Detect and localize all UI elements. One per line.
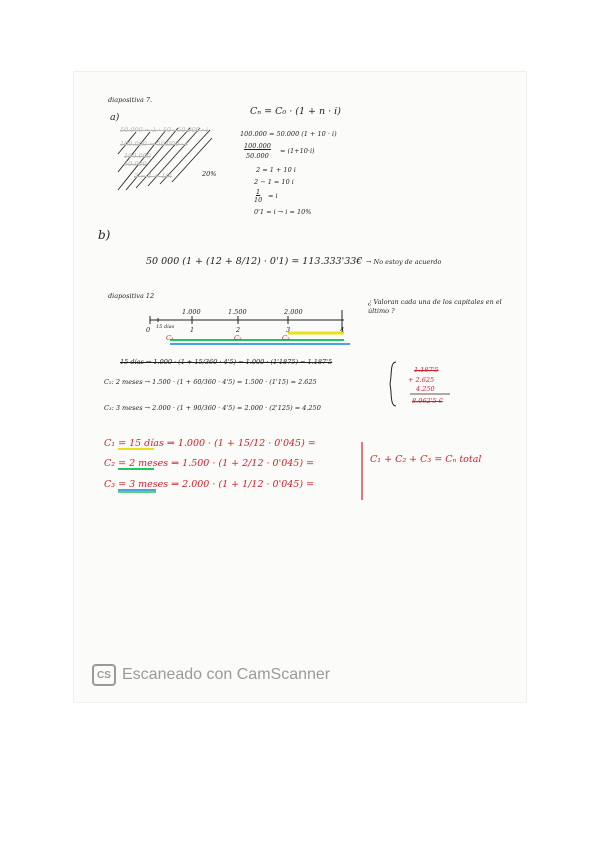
timeline-amount-3: 2.000 bbox=[284, 308, 303, 316]
part-b-expression: 50 000 (1 + (12 + 8/12) · 0'1) = 113.333'33€ bbox=[146, 256, 363, 267]
part-b-note: → No estoy de acuerdo bbox=[366, 258, 442, 266]
sum-total: 8.062'5 € bbox=[412, 397, 443, 405]
crossed-percent: 20% bbox=[202, 170, 217, 178]
sum-item-1: 1.187'5 bbox=[414, 366, 439, 374]
crossed-line-4: 50.000 bbox=[124, 160, 147, 168]
sum-item-3: 4.250 bbox=[416, 385, 435, 393]
crossed-line-1: 50.000 = λ · 10 · 50.000 · i bbox=[120, 126, 209, 134]
c2-calculation: C₂: 2 meses → 1.500 · (1 + 60/360 · 4'5) = 1.500 · (1'15) = 2.625 bbox=[104, 378, 317, 386]
timeline-tick-1: 1 bbox=[190, 326, 195, 334]
step-2-rhs: = (1+10·i) bbox=[280, 147, 315, 155]
crossed-c1-line: 15 días → 1.000 · (1 + 15/360 · 4'5) = 1.000 · (1'1875) = 1.187'5 bbox=[120, 358, 333, 366]
timeline-tick-2: 2 bbox=[236, 326, 241, 334]
step-5-rhs: = i bbox=[268, 192, 278, 200]
watermark-text: Escaneado con CamScanner bbox=[122, 666, 331, 683]
simple-interest-formula: Cₙ = C₀ · (1 + n · i) bbox=[250, 106, 341, 117]
heading-diapositiva-7: diapositiva 7. bbox=[108, 96, 153, 104]
step-5-num: 1 bbox=[256, 188, 261, 196]
timeline-tick-3: 3 bbox=[286, 326, 291, 334]
camscanner-watermark bbox=[92, 664, 330, 686]
total-capital-expression: C₁ + C₂ + C₃ = Cₙ total bbox=[370, 454, 482, 465]
timeline-question: ¿ Valoran cada una de los capitales en el último ? bbox=[368, 298, 502, 315]
sum-item-2: + 2.625 bbox=[408, 376, 435, 384]
step-4: 2 − 1 = 10 i bbox=[254, 178, 294, 186]
sum-brace bbox=[390, 362, 396, 406]
heading-diapositiva-12: diapositiva 12 bbox=[108, 292, 155, 300]
crossed-line-3: 100.000 bbox=[124, 152, 151, 160]
timeline-amount-1: 1.000 bbox=[182, 308, 201, 316]
step-3: 2 = 1 + 10 i bbox=[256, 166, 296, 174]
crossed-line-2: 100.000 = 50.000 · i bbox=[120, 140, 188, 148]
step-5-den: 10 bbox=[254, 196, 263, 204]
c3-red-calculation: C₃ = 3 meses ⇒ 2.000 · (1 + 1/12 · 0'045) = bbox=[104, 479, 315, 490]
timeline-tick-15-days: 15 días bbox=[156, 324, 175, 330]
scanned-page bbox=[74, 72, 526, 702]
c2-red-calculation: C₂ = 2 meses ⇒ 1.500 · (1 + 2/12 · 0'045) = bbox=[104, 458, 315, 469]
timeline bbox=[150, 310, 344, 330]
part-b-label: b) bbox=[98, 228, 111, 242]
timeline-tick-4: 4 bbox=[340, 326, 345, 334]
timeline-tick-0: 0 bbox=[146, 326, 151, 334]
part-a-label: a) bbox=[110, 112, 120, 123]
c1-red-calculation: C₁ = 15 días ⇒ 1.000 · (1 + 15/12 · 0'045) = bbox=[104, 438, 316, 449]
camscanner-logo-icon: CS bbox=[92, 664, 116, 686]
step-6-result: 0'1 = i → i = 10% bbox=[254, 208, 312, 216]
c3-calculation: C₃: 3 meses → 2.000 · (1 + 90/360 · 4'5) = 2.000 · (2'125) = 4.250 bbox=[104, 404, 321, 412]
timeline-amount-2: 1.500 bbox=[228, 308, 247, 316]
timeline-capital-3: C₃ bbox=[282, 334, 290, 342]
timeline-capital-1: C₁ bbox=[166, 334, 174, 342]
crossed-line-5: 2 = 1 + 10i bbox=[134, 172, 172, 180]
step-2-num: 100.000 bbox=[244, 142, 271, 150]
step-2-den: 50.000 bbox=[246, 152, 269, 160]
step-1: 100.000 = 50.000 (1 + 10 · i) bbox=[240, 130, 337, 138]
timeline-capital-2: C₂ bbox=[234, 334, 242, 342]
